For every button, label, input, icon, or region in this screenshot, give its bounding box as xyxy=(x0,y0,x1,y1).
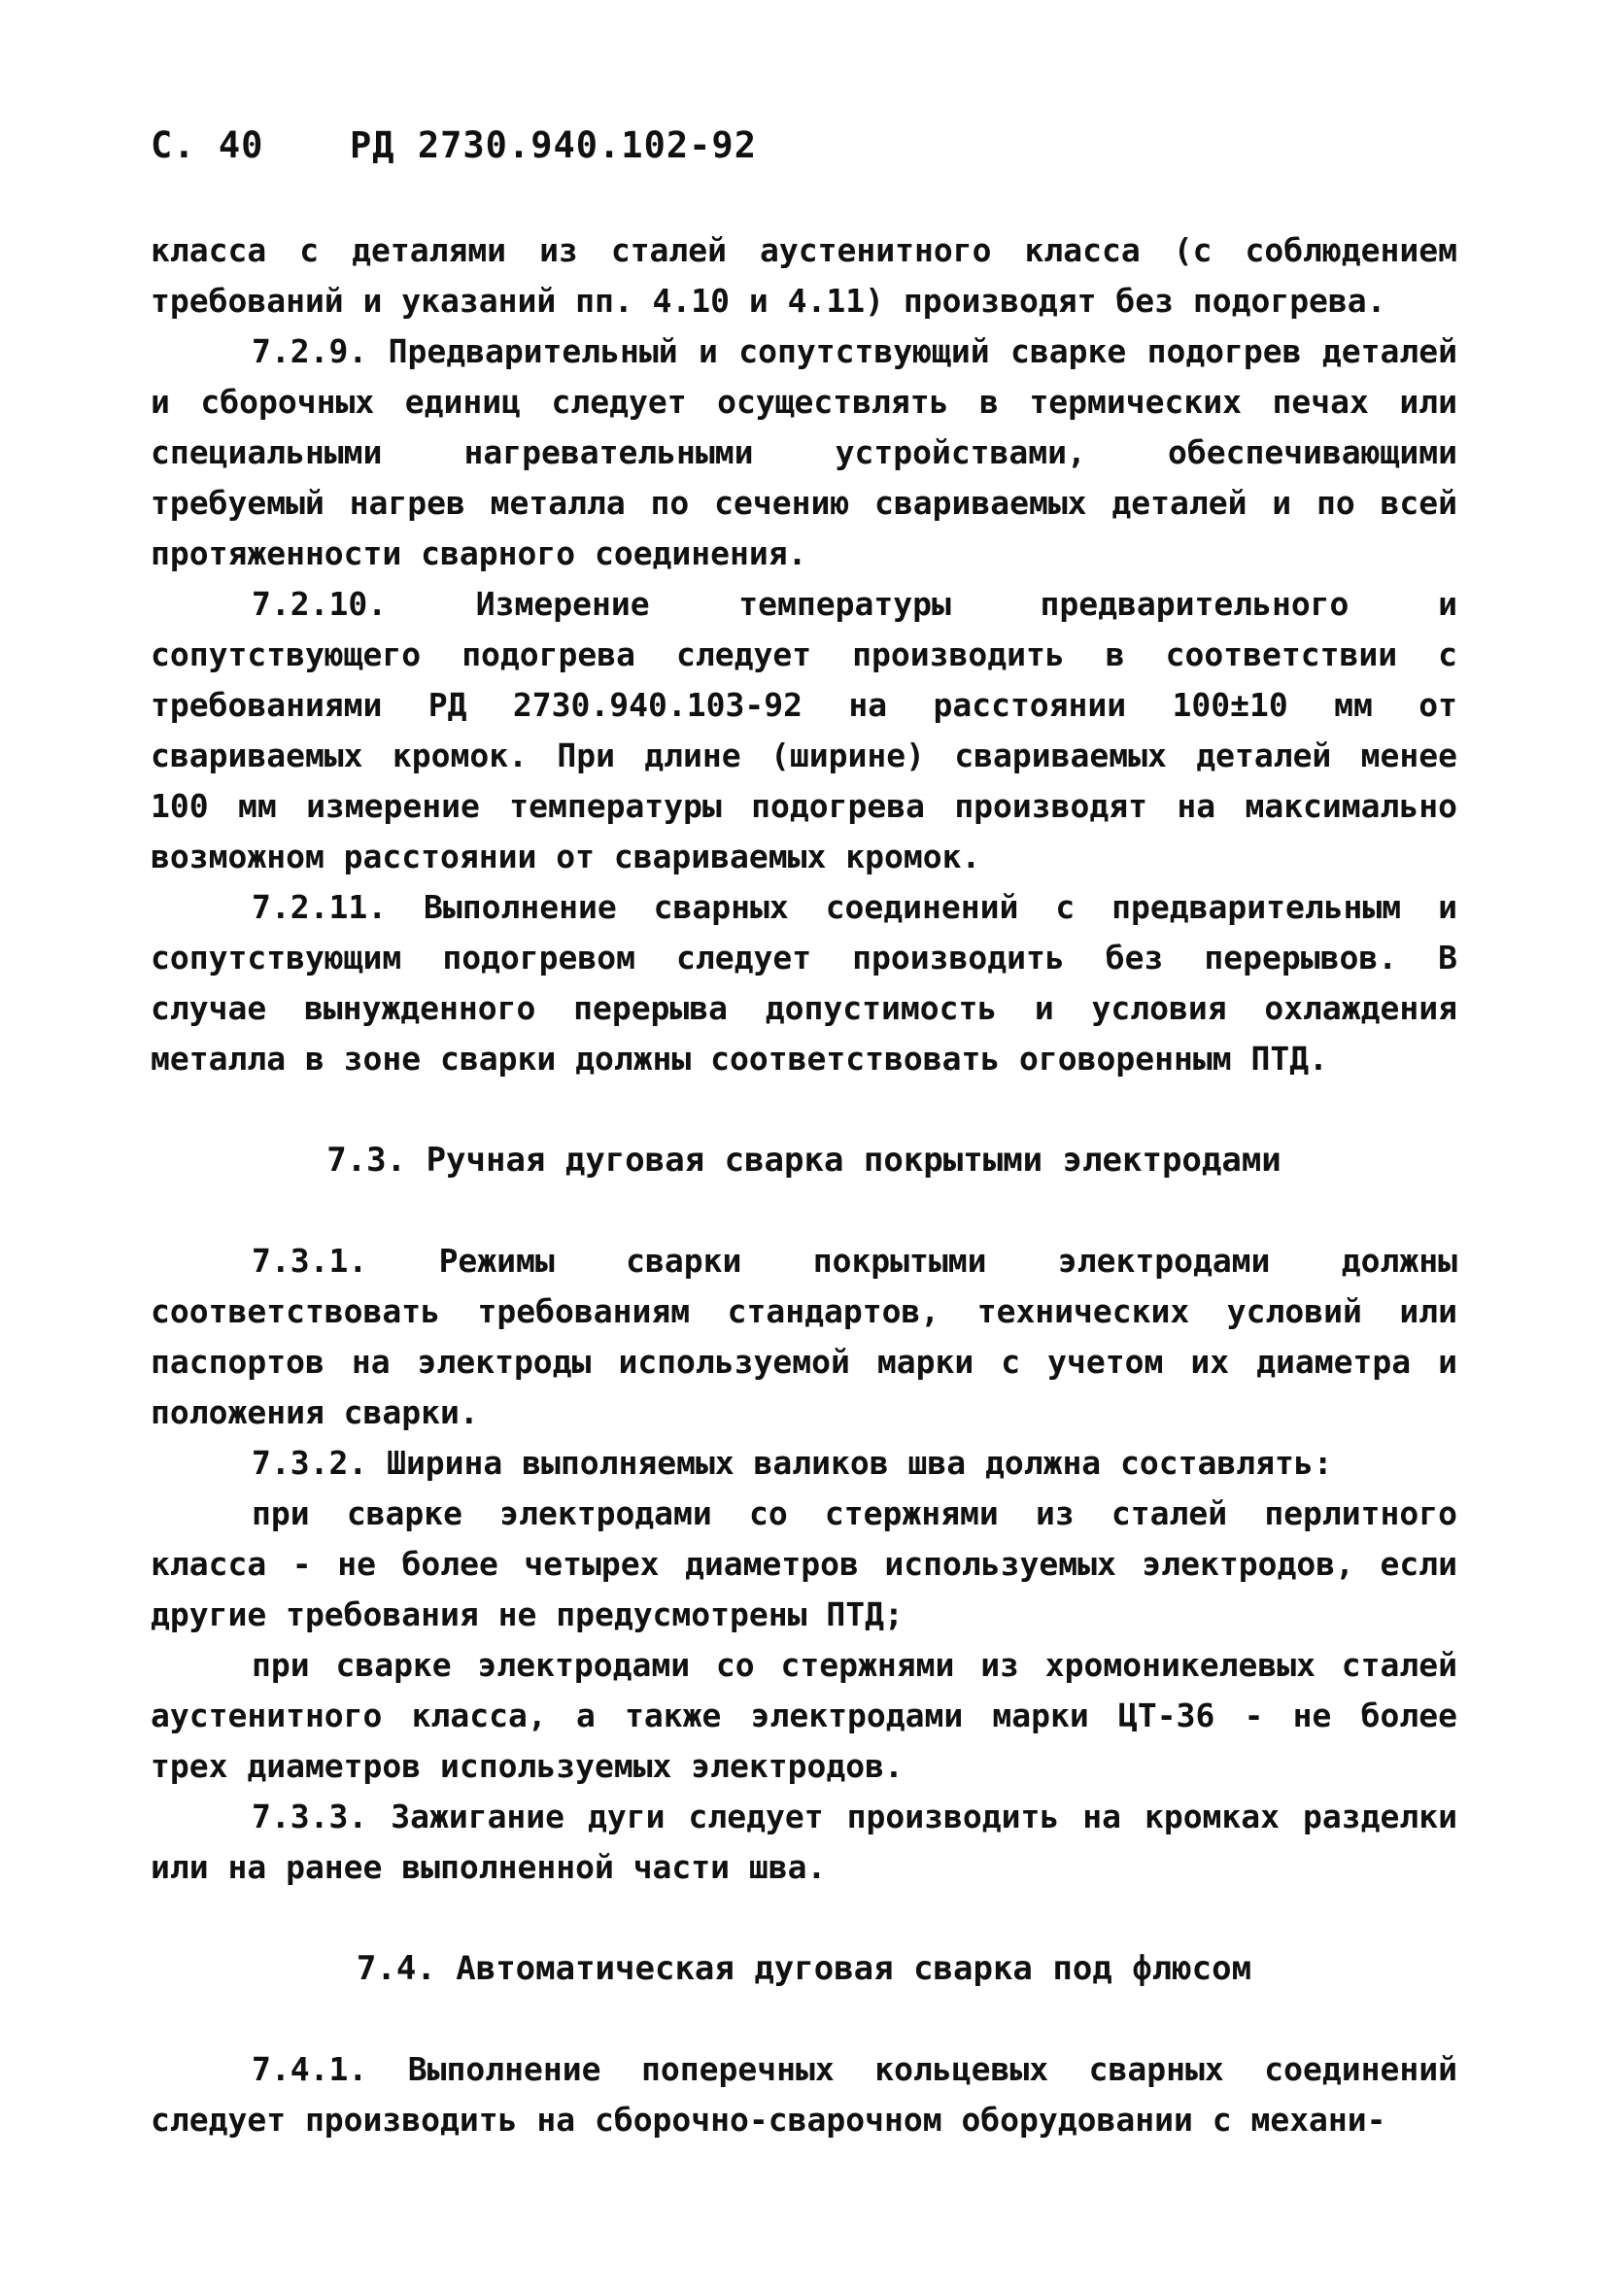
paragraph-7-2-9: 7.2.9. Предварительный и сопутствующий сварке подогрев деталей и сборочных единиц следует осуществлять в термических печах или специальными нагревательными устройствами, обеспечивающими требуемый нагрев металла по сечению свариваемых деталей и по всей протяженности сварного соединения. xyxy=(151,332,1457,572)
paragraph-7-2-11: 7.2.11. Выполнение сварных соединений с предварительным и сопутствующим подогревом следует производить без перерывов. В случае вынужденного перерыва допустимость и условия охлаждения металла в зоне сварки должны соответствовать оговоренным ПТД. xyxy=(151,888,1457,1078)
document-body xyxy=(151,225,1457,2145)
paragraph-7-3-2-pearlitic: при сварке электродами со стержнями из сталей перлитного класса - не более четырех диаметров используемых электродов, если другие требования не предусмотрены ПТД; xyxy=(151,1494,1457,1633)
paragraph-7-4-1: 7.4.1. Выполнение поперечных кольцевых сварных соединений следует производить на сборочно-сварочном оборудовании с механи- xyxy=(151,2050,1457,2139)
paragraph-7-3-2-austenitic: при сварке электродами со стержнями из хромоникелевых сталей аустенитного класса, а также электродами марки ЦТ-36 - не более трех диаметров используемых электродов. xyxy=(151,1646,1457,1785)
paragraph-7-3-2: 7.3.2. Ширина выполняемых валиков шва должна составлять: xyxy=(252,1444,1333,1482)
paragraph-7-3-1: 7.3.1. Режимы сварки покрытыми электродами должны соответствовать требованиям стандартов, технических условий или паспортов на электроды используемой марки с учетом их диаметра и положения сварки. xyxy=(151,1242,1457,1431)
page-header xyxy=(151,124,757,166)
document-code: РД 2730.940.102-92 xyxy=(350,124,757,166)
section-heading-7-4: 7.4. Автоматическая дуговая сварка под флюсом xyxy=(356,1949,1252,1988)
section-heading-7-3: 7.3. Ручная дуговая сварка покрытыми электродами xyxy=(326,1141,1281,1180)
paragraph-continuation: класса с деталями из сталей аустенитного класса (с соблюдением требований и указаний пп. 4.10 и 4.11) производят без подогрева. xyxy=(151,231,1457,320)
paragraph-7-3-3: 7.3.3. Зажигание дуги следует производить на кромках разделки или на ранее выполненной части шва. xyxy=(151,1798,1457,1886)
page-number: С. 40 xyxy=(151,124,264,166)
paragraph-7-2-10: 7.2.10. Измерение температуры предварительного и сопутствующего подогрева следует производить в соответствии с требованиями РД 2730.940.103-92 на расстоянии 100±10 мм от свариваемых кромок. При длине (ширине) свариваемых деталей менее 100 мм измерение температуры подогрева производят на максимально возможном расстоянии от свариваемых кромок. xyxy=(151,585,1457,875)
